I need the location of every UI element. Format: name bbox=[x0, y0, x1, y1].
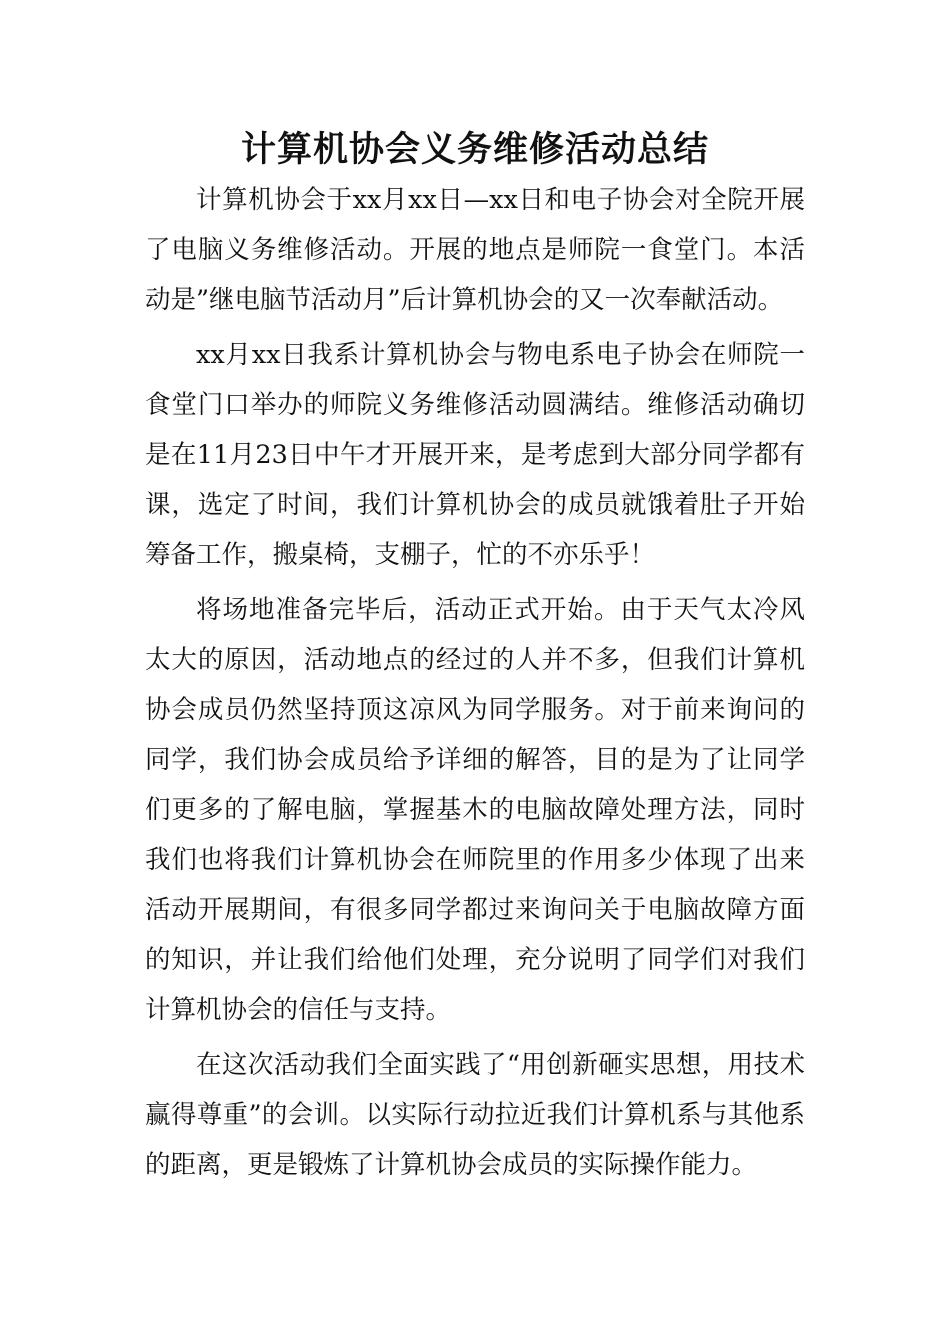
paragraph-4: 在这次活动我们全面实践了“用创新砸实思想，用技术赢得尊重”的会训。以实际行动拉近我们计算机系与其他系的距离，更是锻炼了计算机协会成员的实际操作能力。 bbox=[145, 1050, 805, 1180]
paragraph-2: xx月xx日我系计算机协会与物电系电子协会在师院一食堂门口举办的师院义务维修活动圆满结。维修活动确切是在11月23日中午才开展开来，是考虑到大部分同学都有课，选定了时间，我们计算机协会的成员就饿着肚子开始筹备工作，搬桌椅，支棚子，忙的不亦乐乎！ bbox=[145, 340, 805, 570]
document-title: 计算机协会义务维修活动总结 bbox=[240, 129, 709, 170]
document-body bbox=[145, 175, 805, 1195]
paragraph-1: 计算机协会于xx月xx日—xx日和电子协会对全院开展了电脑义务维修活动。开展的地点是师院一食堂门。本活动是”继电脑节活动月”后计算机协会的又一次奉献活动。 bbox=[145, 185, 805, 315]
paragraph-3: 将场地准备完毕后，活动正式开始。由于天气太冷风太大的原因，活动地点的经过的人并不多，但我们计算机协会成员仍然坚持顶这凉风为同学服务。对于前来询问的同学，我们协会成员给予详细的解答，目的是为了让同学们更多的了解电脑，掌握基木的电脑故障处理方法，同时我们也将我们计算机协会在师院里的作用多少体现了出来活动开展期间，有很多同学都过来询问关于电脑故障方面的知识，并让我们给他们处理，充分说明了同学们对我们计算机协会的信任与支持。 bbox=[145, 595, 805, 1025]
